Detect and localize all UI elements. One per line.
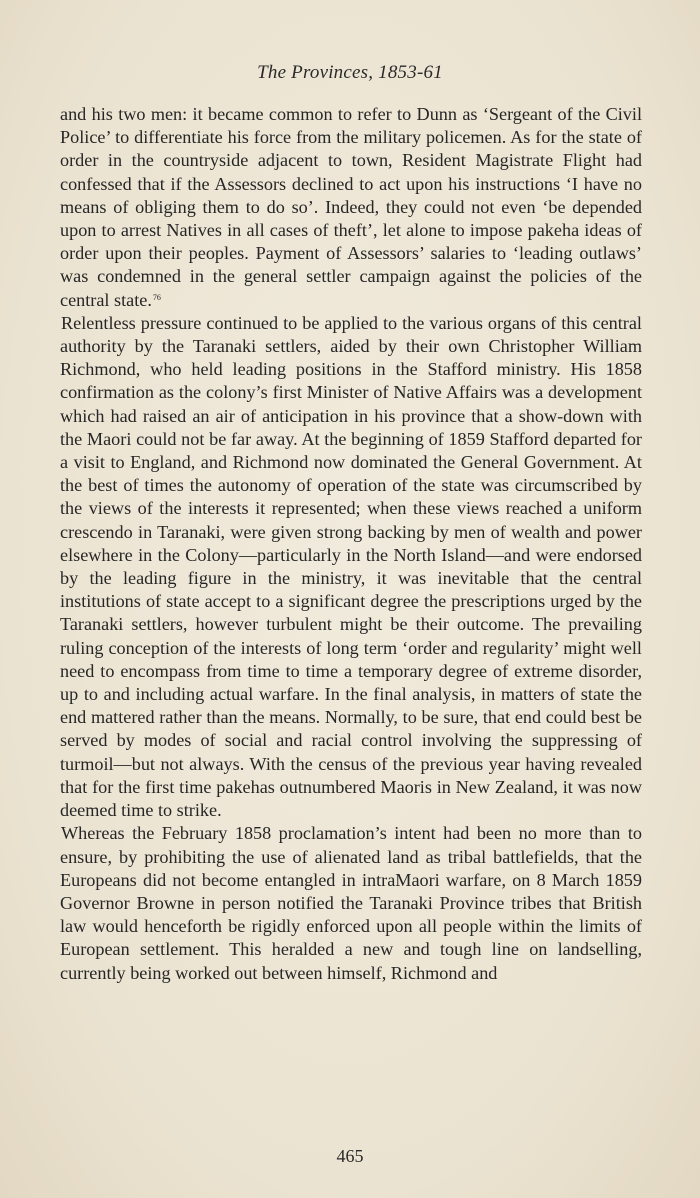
running-head: The Provinces, 1853-61	[257, 62, 443, 83]
paragraph-1	[60, 103, 642, 312]
paragraph-2	[60, 312, 642, 822]
paragraph-1-text: and his two men: it became common to refer to Dunn as ‘Sergeant of the Civil Police’ to differentiate his force from the military policemen. As for the state of order in the countryside adjacent to town, Resident Magistrate Flight had confessed that if the Assessors declined to act upon his instructions ‘I have no means of obliging them to do so’. Indeed, they could not even ‘be depended upon to arrest Natives in all cases of theft’, let alone to impose pakeha ideas of order upon their peoples. Payment of Assessors’ salaries to ‘leading outlaws’ was condemned in the general settler campaign against the policies of the central state.	[60, 104, 642, 310]
paragraph-3	[60, 822, 642, 984]
paragraph-2-text: Relentless pressure continued to be applied to the various organs of this central authority by the Taranaki settlers, aided by their own Christopher William Richmond, who held leading positions in the Stafford ministry. His 1858 confirmation as the colony’s first Minister of Native Affairs was a development which had raised an air of anticipation in his province that a show-down with the Maori could not be far away. At the beginning of 1859 Stafford departed for a visit to England, and Richmond now dominated the General Government. At the best of times the autonomy of operation of the state was circumscribed by the views of the interests it represented; when these views reached a uniform crescendo in Taranaki, were given strong backing by men of wealth and power elsewhere in the Colony—particularly in the North Island—and were endorsed by the leading figure in the ministry, it was inevitable that the central institutions of state accept to a significant degree the prescriptions urged by the Taranaki settlers, however turbulent might be their outcome. The prevailing ruling conception of the interests of long term ‘order and regularity’ might well need to encompass from time to time a temporary degree of extreme disorder, up to and including actual warfare. In the final analysis, in matters of state the end mattered rather than the means. Normally, to be sure, that end could best be served by modes of social and racial control involving the suppressing of turmoil—but not always. With the census of the previous year having revealed that for the first time pakehas outnumbered Maoris in New Zealand, it was now deemed time to strike.	[60, 312, 642, 821]
paragraph-3-text: Whereas the February 1858 proclamation’s intent had been no more than to ensure, by prohibiting the use of alienated land as tribal battlefields, that the Europeans did not become entangled in intraMaori warfare, on 8 March 1859 Governor Browne in person notified the Taranaki Province tribes that British law would henceforth be rigidly enforced upon all people within the limits of European settlement. This heralded a new and tough line on landselling, currently being worked out between himself, Richmond and	[60, 823, 642, 983]
footnote-reference: 76	[152, 292, 161, 302]
body-text	[60, 103, 642, 985]
page-number: 465	[336, 1146, 364, 1166]
